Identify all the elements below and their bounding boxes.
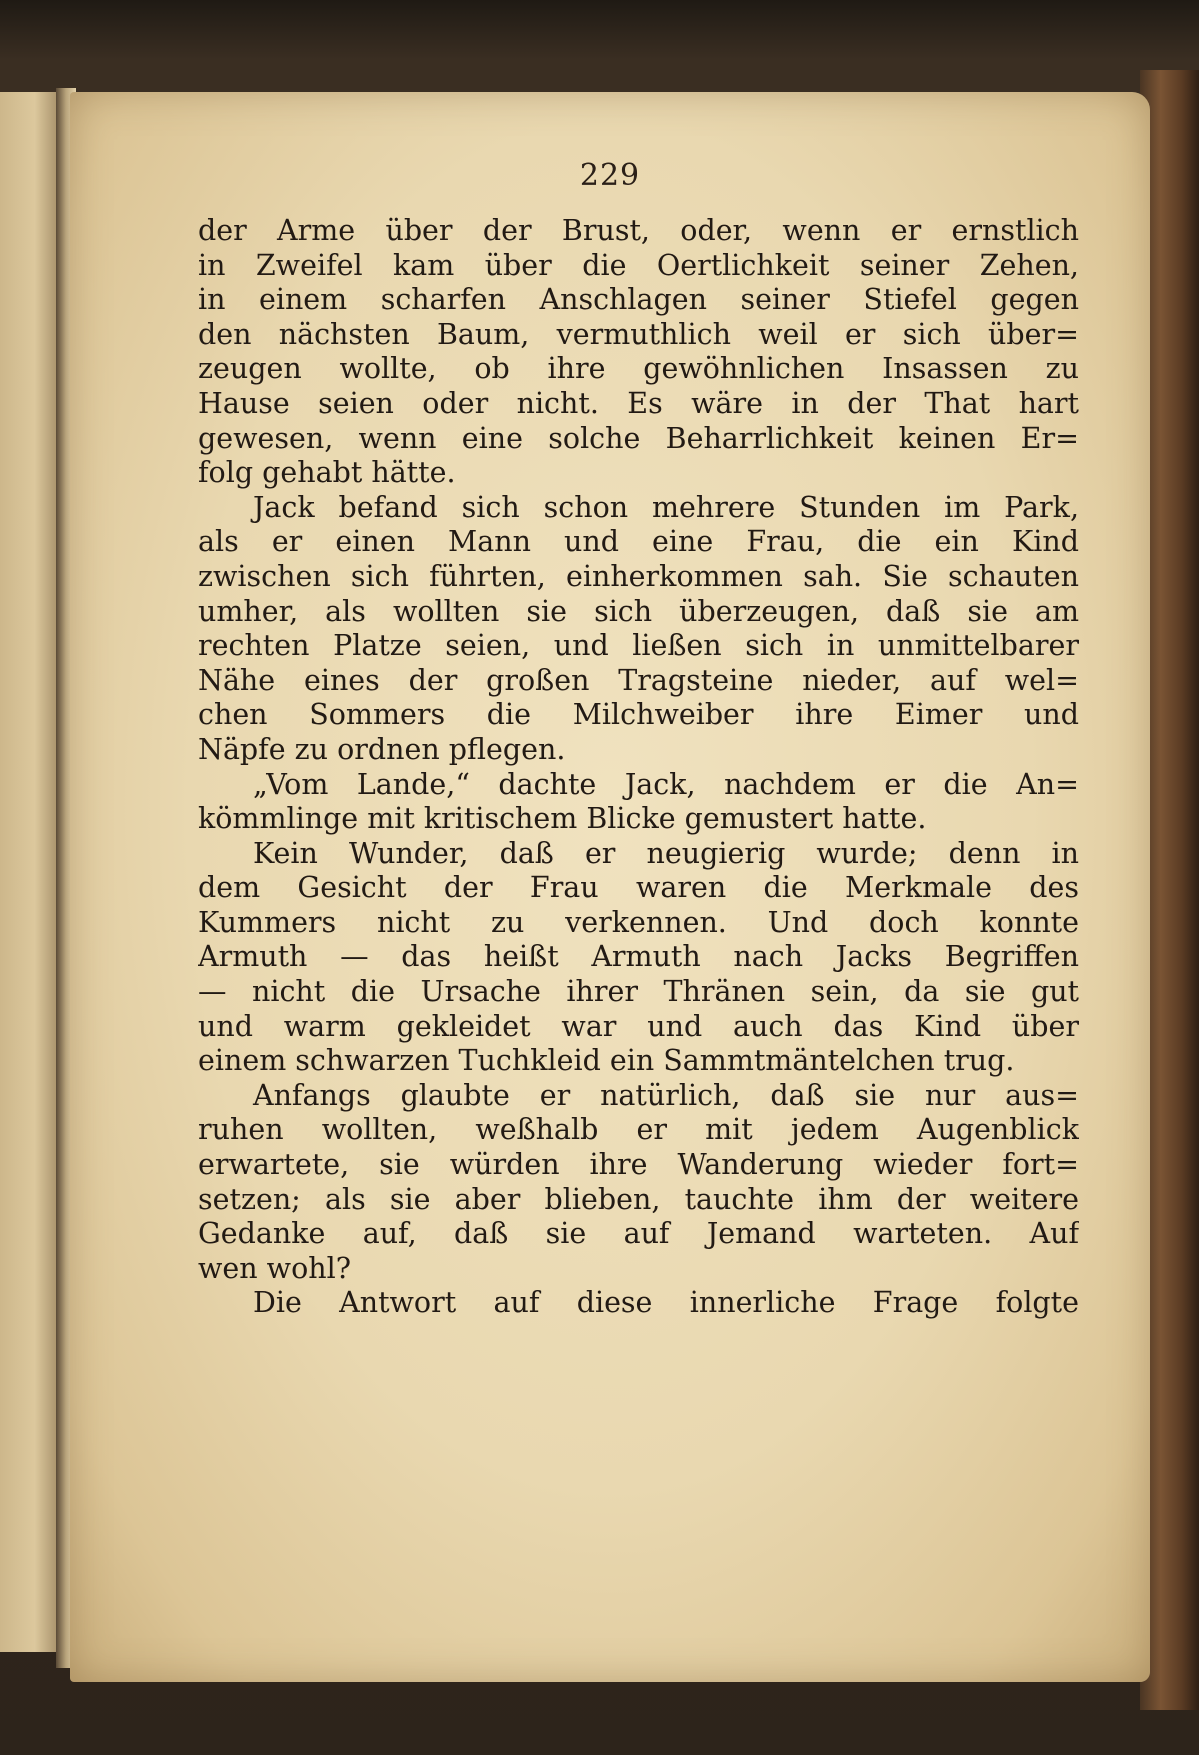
text-line: Jack befand sich schon mehrere Stunden im Park, xyxy=(253,490,1079,524)
book-page xyxy=(70,92,1150,1682)
text-line: Armuth — das heißt Armuth nach Jacks Begriffen xyxy=(198,940,1079,974)
text-line: Die Antwort auf diese innerliche Frage folgte xyxy=(253,1286,1079,1320)
text-line: ruhen wollten, weßhalb er mit jedem Augenblick xyxy=(198,1113,1079,1147)
text-line: umher, als wollten sie sich überzeugen, daß sie am xyxy=(198,594,1079,628)
text-line: Kummers nicht zu verkennen. Und doch konnte xyxy=(198,905,1079,939)
text-line: Anfangs glaubte er natürlich, daß sie nur aus= xyxy=(253,1078,1079,1112)
text-line: rechten Platze seien, und ließen sich in unmittelbarer xyxy=(198,629,1079,663)
text-line: den nächsten Baum, vermuthlich weil er sich über= xyxy=(198,317,1079,351)
previous-page-edge xyxy=(0,92,60,1652)
text-line: gewesen, wenn eine solche Beharrlichkeit keinen Er= xyxy=(198,421,1079,455)
text-line: in einem scharfen Anschlagen seiner Stiefel gegen xyxy=(198,283,1079,317)
text-line: in Zweifel kam über die Oertlichkeit seiner Zehen, xyxy=(198,248,1079,282)
text-line: Nähe eines der großen Tragsteine nieder, auf wel= xyxy=(198,663,1079,697)
text-line: kömmlinge mit kritischem Blicke gemustert hatte. xyxy=(198,802,927,836)
text-line: folg gehabt hätte. xyxy=(198,456,456,490)
text-line: und warm gekleidet war und auch das Kind über xyxy=(198,1009,1079,1043)
text-line: als er einen Mann und eine Frau, die ein Kind xyxy=(198,525,1079,559)
page-number: 229 xyxy=(579,158,641,193)
text-line: zeugen wollte, ob ihre gewöhnlichen Insassen zu xyxy=(198,352,1079,386)
text-line: setzen; als sie aber blieben, tauchte ihm der weitere xyxy=(198,1182,1079,1216)
page-body-text xyxy=(198,214,1079,1321)
text-line: erwartete, sie würden ihre Wanderung wieder fort= xyxy=(198,1148,1079,1182)
text-line: — nicht die Ursache ihrer Thränen sein, da sie gut xyxy=(198,975,1079,1009)
text-line: einem schwarzen Tuchkleid ein Sammtmäntelchen trug. xyxy=(198,1044,1015,1078)
text-line: Näpfe zu ordnen pflegen. xyxy=(198,732,566,766)
text-line: zwischen sich führten, einherkommen sah. Sie schauten xyxy=(198,559,1079,593)
text-line: „Vom Lande,“ dachte Jack, nachdem er die An= xyxy=(253,767,1079,801)
text-line: chen Sommers die Milchweiber ihre Eimer und xyxy=(198,698,1079,732)
text-line: wen wohl? xyxy=(198,1251,351,1285)
text-line: Gedanke auf, daß sie auf Jemand warteten. Auf xyxy=(198,1217,1079,1251)
text-line: Kein Wunder, daß er neugierig wurde; denn in xyxy=(253,836,1079,870)
text-line: Hause seien oder nicht. Es wäre in der That hart xyxy=(198,386,1079,420)
text-line: der Arme über der Brust, oder, wenn er ernstlich xyxy=(198,214,1079,247)
text-line: dem Gesicht der Frau waren die Merkmale des xyxy=(198,871,1079,905)
